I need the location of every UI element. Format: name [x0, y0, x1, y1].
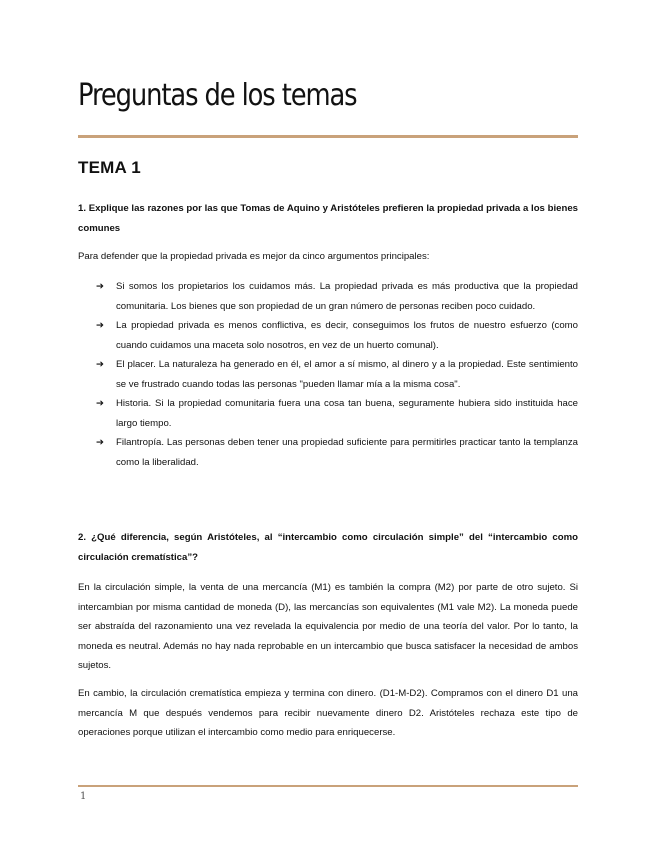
arrow-icon: ➔: [96, 281, 105, 292]
list-item: [96, 277, 578, 316]
question-1: 1. Explique las razones por las que Tomas de Aquino y Aristóteles prefieren la propiedad privada a los bienes comunes: [78, 203, 578, 234]
list-item-text: Historia. Si la propiedad comunitaria fuera una cosa tan buena, seguramente hubiera sido instituida hace largo tiempo.: [116, 398, 578, 429]
title-divider: [78, 135, 578, 138]
arrow-icon: ➔: [96, 437, 105, 448]
list-item: [96, 433, 578, 472]
question-2: 2. ¿Qué diferencia, según Aristóteles, al “intercambio como circulación simple” del “intercambio como circulación crematística”?: [78, 532, 578, 563]
question-1-intro: Para defender que la propiedad privada es mejor da cinco argumentos principales:: [78, 251, 430, 262]
arrow-icon: ➔: [96, 359, 105, 370]
arrow-icon: ➔: [96, 320, 105, 331]
list-item: [96, 355, 578, 394]
argument-list: [96, 277, 578, 472]
footer-divider: [78, 785, 578, 787]
list-item-text: El placer. La naturaleza ha generado en él, el amor a sí mismo, al dinero y a la propiedad. Este sentimiento se ve frustrado cuando todas las personas "pueden llamar mía a la misma cosa".: [116, 359, 578, 390]
list-item-text: La propiedad privada es menos conflictiva, es decir, conseguimos los frutos de nuestro esfuerzo (como cuando cuidamos una maceta solo nosotros, en vez de un huerto comunal).: [116, 320, 578, 351]
list-item: [96, 316, 578, 355]
page-title: Preguntas de los temas: [78, 78, 357, 113]
list-item-text: Si somos los propietarios los cuidamos más. La propiedad privada es más productiva que la propiedad comunitaria. Los bienes que son propiedad de un gran número de personas reciben poco cuidado.: [116, 281, 578, 312]
section-heading: TEMA 1: [78, 158, 141, 177]
answer-paragraph: En cambio, la circulación crematística empieza y termina con dinero. (D1-M-D2). Compramos con el dinero D1 una mercancía M que después vendemos para recibir nuevamente dinero D2. Aristóteles rechaza este tipo de operaciones porque utilizan el intercambio como medio para enriquecerse.: [78, 688, 578, 738]
list-item-text: Filantropía. Las personas deben tener una propiedad suficiente para permitirles practicar tanto la templanza como la liberalidad.: [116, 437, 578, 468]
page-number: 1: [80, 791, 87, 802]
arrow-icon: ➔: [96, 398, 105, 409]
answer-paragraph: En la circulación simple, la venta de una mercancía (M1) es también la compra (M2) por parte de otro sujeto. Si intercambian por misma cantidad de moneda (D), las mercancías son equivalentes (M1 vale M2). La moneda puede ser abstraída del razonamiento una vez revelada la equivalencia por medio de una teoría del valor. Por lo tanto, la moneda es neutral. Además no hay nada reprobable en un intercambio que busca satisfacer la necesidad de ambos sujetos.: [78, 582, 578, 671]
list-item: [96, 394, 578, 433]
